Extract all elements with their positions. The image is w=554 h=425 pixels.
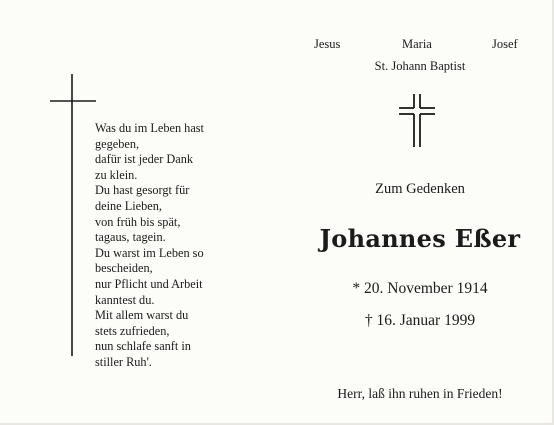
poem-line: zu klein. — [95, 167, 138, 182]
outlined-latin-cross-icon — [399, 94, 435, 147]
death-date: † 16. Januar 1999 — [364, 312, 476, 329]
poem-line: tagaus, tagein. — [95, 230, 166, 245]
poem-line: Mit allem warst du — [95, 308, 189, 323]
poem-line: bescheiden, — [95, 261, 153, 276]
memorial-heading: Zum Gedenken — [375, 181, 465, 197]
thin-latin-cross-icon — [50, 74, 98, 356]
poem-line: nur Pflicht und Arbeit — [95, 276, 203, 291]
saint-name-jesus: Jesus — [314, 37, 341, 51]
poem-line: stiller Ruh'. — [95, 354, 152, 369]
parish-name: St. Johann Baptist — [374, 59, 466, 73]
saint-name-josef: Josef — [492, 37, 518, 51]
deceased-name: Johannes Eßer — [319, 224, 521, 253]
poem-line: von früh bis spät, — [95, 214, 181, 229]
poem-line: deine Lieben, — [95, 198, 162, 213]
saints-row — [300, 37, 540, 57]
poem — [95, 121, 275, 371]
poem-line: gegeben, — [95, 136, 140, 151]
poem-line: Was du im Leben hast — [95, 121, 204, 135]
poem-line: Du warst im Leben so — [95, 245, 204, 260]
poem-line: kanntest du. — [95, 292, 155, 307]
poem-line: Du hast gesorgt für — [95, 183, 190, 198]
birth-date: * 20. November 1914 — [352, 280, 488, 297]
blessing-text: Herr, laß ihn ruhen in Frieden! — [337, 386, 503, 401]
poem-line: stets zufrieden, — [95, 323, 170, 338]
saint-name-maria: Maria — [402, 37, 432, 51]
poem-line: dafür ist jeder Dank — [95, 152, 193, 167]
poem-line: nun schlafe sanft in — [95, 339, 191, 354]
